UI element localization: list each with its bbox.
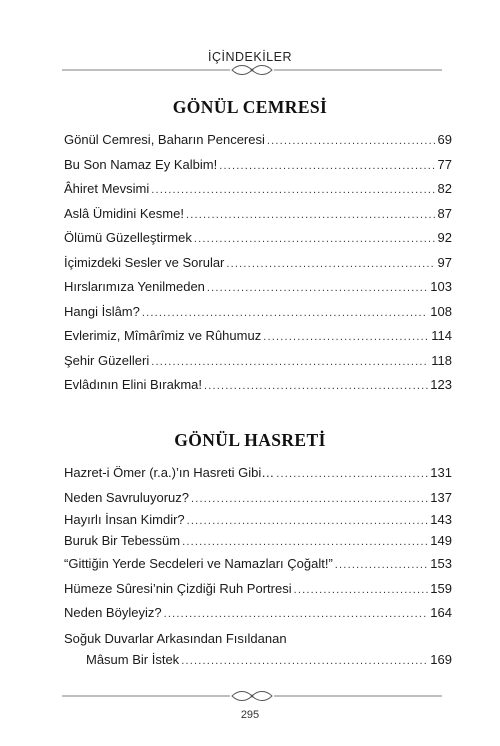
leader-dots — [204, 374, 428, 399]
entry-title: Âhiret Mevsimi — [64, 181, 150, 196]
leader-dots — [181, 649, 428, 674]
leader-dots — [276, 462, 428, 487]
entry-page: 97 — [437, 254, 452, 270]
entry-page: 118 — [431, 352, 452, 368]
entry-title: Hayırlı İnsan Kimdir? — [64, 512, 185, 527]
toc-entry[interactable] — [64, 510, 452, 530]
toc-list-gonul-cemresi — [64, 128, 452, 398]
section-title-gonul-cemresi: GÖNÜL CEMRESİ — [172, 97, 328, 117]
entry-page: 159 — [430, 580, 452, 596]
leader-dots — [263, 325, 429, 350]
toc-entry[interactable] — [64, 349, 452, 374]
entry-page: 82 — [437, 181, 452, 196]
leader-dots — [186, 203, 436, 228]
page-number: 295 — [240, 709, 260, 721]
entry-page: 92 — [437, 230, 452, 245]
entry-title: “Gittiğin Yerde Secdeleri ve Namazları Çoğalt!” — [64, 556, 333, 571]
entry-page: 149 — [430, 533, 452, 548]
toc-entry-title-line[interactable] — [64, 630, 452, 648]
toc-entry[interactable] — [64, 226, 452, 251]
toc-entry[interactable] — [64, 373, 452, 398]
toc-entry[interactable] — [64, 552, 452, 577]
entry-title: Mâsum Bir İstek — [86, 651, 180, 667]
leader-dots — [187, 511, 429, 531]
entry-page: 131 — [430, 465, 452, 480]
entry-page: 69 — [437, 132, 452, 147]
section-title-gonul-hasreti: GÖNÜL HASRETİ — [174, 430, 326, 450]
leader-dots — [142, 301, 428, 326]
entry-page: 114 — [431, 328, 452, 343]
running-header: İÇİNDEKİLER — [208, 50, 292, 64]
leader-dots — [267, 129, 436, 154]
leader-dots — [151, 178, 435, 203]
entry-page: 164 — [430, 605, 452, 620]
entry-title: Hazret-i Ömer (r.a.)’ın Hasreti Gibi… — [64, 465, 275, 480]
entry-title: Hırslarımıza Yenilmeden — [64, 279, 205, 294]
entry-title: Evlâdının Elini Bırakma! — [64, 377, 203, 392]
entry-title: Aslâ Ümidini Kesme! — [64, 205, 184, 221]
entry-title: Gönül Cemresi, Baharın Penceresi — [64, 132, 265, 147]
entry-page: 87 — [437, 205, 452, 221]
leader-dots — [191, 487, 428, 512]
toc-entry[interactable] — [64, 128, 452, 153]
toc-entry[interactable] — [64, 577, 452, 602]
leader-dots — [207, 276, 428, 301]
leader-dots — [294, 578, 429, 603]
toc-entry[interactable] — [64, 202, 452, 227]
entry-title: Hümeze Sûresi’nin Çizdiği Ruh Portresi — [64, 580, 292, 596]
leader-dots — [164, 602, 429, 627]
entry-title: Bu Son Namaz Ey Kalbim! — [64, 156, 218, 172]
leader-dots — [182, 531, 428, 553]
leader-dots — [219, 154, 435, 179]
footer-ornament-rule — [62, 688, 442, 704]
entry-page: 103 — [430, 279, 452, 294]
leader-dots — [151, 350, 429, 375]
entry-page: 143 — [430, 512, 452, 527]
toc-entry[interactable] — [64, 275, 452, 300]
entry-page: 153 — [430, 556, 452, 571]
entry-title: İçimizdeki Sesler ve Sorular — [64, 254, 225, 270]
entry-title: Evlerimiz, Mîmârîmiz ve Rûhumuz — [64, 328, 262, 343]
header-ornament-rule — [62, 62, 442, 78]
toc-entry[interactable] — [64, 153, 452, 178]
leader-dots — [226, 252, 435, 277]
entry-title: Ölümü Güzelleştirmek — [64, 230, 192, 245]
entry-page: 169 — [430, 651, 452, 667]
entry-title-line1: Soğuk Duvarlar Arkasından Fısıldanan — [64, 630, 287, 646]
leader-dots — [194, 227, 436, 252]
entry-title: Neden Savruluyoruz? — [64, 489, 190, 505]
toc-entry[interactable] — [64, 177, 452, 202]
entry-page: 123 — [430, 377, 452, 392]
entry-title: Buruk Bir Tebessüm — [64, 533, 181, 548]
toc-entry[interactable] — [64, 324, 452, 349]
entry-title: Hangi İslâm? — [64, 303, 140, 319]
entry-title: Şehir Güzelleri — [64, 352, 150, 368]
entry-page: 108 — [430, 303, 452, 319]
entry-page: 137 — [430, 489, 452, 505]
toc-entry[interactable] — [64, 530, 452, 552]
toc-entry[interactable] — [64, 648, 452, 673]
toc-entry[interactable] — [64, 601, 452, 626]
leader-dots — [335, 553, 429, 578]
toc-list-gonul-hasreti — [64, 461, 452, 672]
toc-entry[interactable] — [64, 486, 452, 511]
toc-entry[interactable] — [64, 251, 452, 276]
entry-page: 77 — [437, 156, 452, 172]
toc-entry[interactable] — [64, 300, 452, 325]
toc-entry[interactable] — [64, 461, 452, 486]
entry-title: Neden Böyleyiz? — [64, 605, 162, 620]
